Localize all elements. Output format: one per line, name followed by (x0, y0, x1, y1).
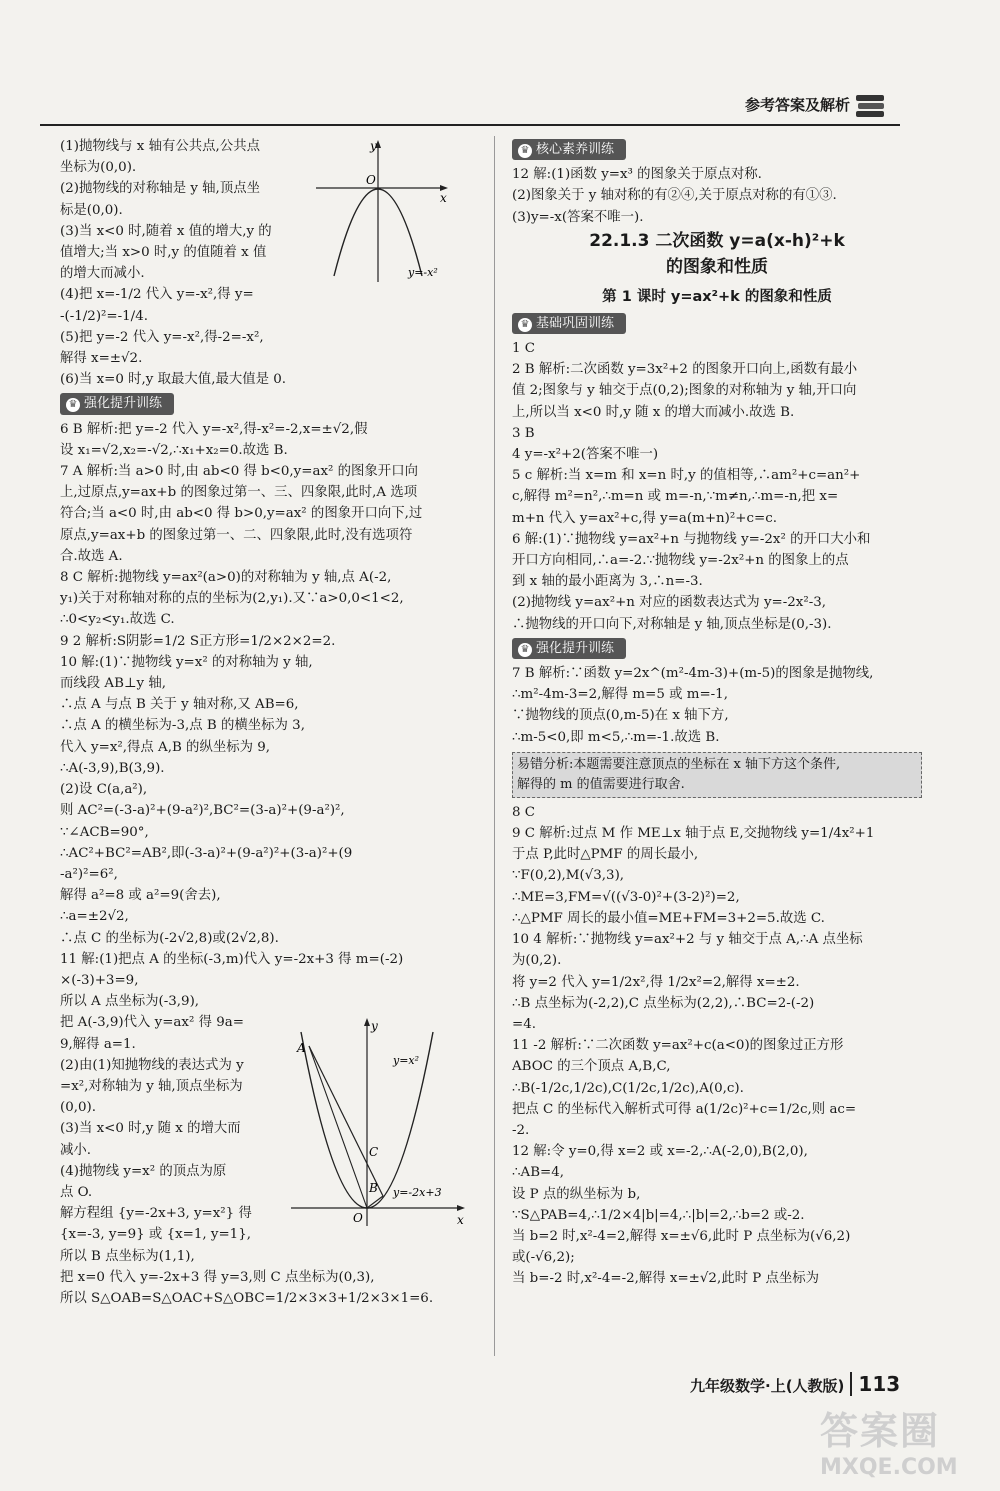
text-line: 值增大;当 x>0 时,y 的值随着 x 值 (60, 245, 267, 261)
site-watermark (820, 1400, 990, 1480)
text-line: ∵∠ACB=90°, (60, 824, 149, 840)
text-line: {x=-3, y=9} 或 {x=1, y=1}, (60, 1227, 251, 1243)
text-line: (4)抛物线 y=x² 的顶点为原 (60, 1163, 227, 1179)
text-line: 设 x₁=√2,x₂=-√2,∴x₁+x₂=0.故选 B. (60, 442, 288, 458)
text-line: 当 b=-2 时,x²-4=-2,解得 x=±√2,此时 P 点坐标为 (512, 1271, 820, 1287)
text-line: ∴AB=4, (512, 1165, 565, 1181)
text-line: 上,过原点,y=ax+b 的图象过第一、三、四象限,此时,A 选项 (60, 485, 418, 501)
crown-icon: ♛ (518, 643, 532, 657)
text-line: 7 A 解析:当 a>0 时,由 ab<0 得 b<0,y=ax² 的图象开口向 (60, 464, 418, 480)
page-number: 113 (850, 1372, 900, 1396)
text-line: 6 B 解析:把 y=-2 代入 y=-x²,得-x²=-2,x=±√2,假 (60, 421, 368, 437)
page-footer (690, 1372, 900, 1396)
crown-icon: ♛ (518, 318, 532, 332)
section-label: 强化提升训练 (84, 396, 163, 412)
graph2-point-c: C (369, 1145, 379, 1159)
text-line: (2)设 C(a,a²), (60, 782, 148, 798)
text-line: (2)由(1)知抛物线的表达式为 y (60, 1057, 244, 1073)
text-line: 为(0,2). (512, 953, 562, 969)
text-line: (3)当 x<0 时,随着 x 值的增大,y 的 (60, 223, 272, 239)
text-line: (2)图象关于 y 轴对称的有②④,关于原点对称的有①③. (512, 188, 837, 204)
text-line: 解方程组 {y=-2x+3, y=x²} 得 (60, 1206, 252, 1222)
graph2-x-label: x (457, 1213, 464, 1227)
text-line: 或(-√6,2); (512, 1250, 575, 1266)
section-heading-strength-right (512, 638, 626, 659)
text-line: 当 b=2 时,x²-4=2,解得 x=±√6,此时 P 点坐标为(√6,2) (512, 1228, 851, 1244)
text-line: (5)把 y=-2 代入 y=-x²,得-2=-x², (60, 329, 264, 345)
text-line: -a²)²=6², (60, 866, 118, 882)
watermark-logo: 答案圈 (820, 1409, 941, 1453)
right-block-core (512, 164, 922, 228)
text-line: 值 2;图象与 y 轴交于点(0,2);图象的对称轴为 y 轴,开口向 (512, 383, 857, 399)
text-line: c,解得 m²=n²,∴m=n 或 m=-n,∵m≠n,∴m=-n,把 x= (512, 489, 839, 505)
text-line: -(-1/2)²=-1/4. (60, 308, 148, 324)
text-line: 则 AC²=(-3-a)²+(9-a²)²,BC²=(3-a)²+(9-a²)², (60, 803, 345, 819)
text-line: 把 A(-3,9)代入 y=ax² 得 9a= (60, 1015, 244, 1031)
text-line: ∴B 点坐标为(-2,2),C 点坐标为(2,2),∴BC=2-(-2) (512, 995, 815, 1011)
text-line: ∴0<y₂<y₁.故选 C. (60, 612, 175, 628)
text-line: (2)抛物线的对称轴是 y 轴,顶点坐 (60, 181, 260, 197)
text-line: 10 解:(1)∵抛物线 y=x² 的对称轴为 y 轴, (60, 654, 313, 670)
right-column (512, 136, 922, 1290)
text-line: ∴B(-1/2c,1/2c),C(1/2c,1/2c),A(0,c). (512, 1080, 744, 1096)
text-line: y₁)关于对称轴对称的点的坐标为(2,y₁).又∵a>0,0<1<2, (60, 591, 404, 607)
text-line: ∴a=±2√2, (60, 909, 129, 925)
text-line: (2)抛物线 y=ax²+n 对应的函数表达式为 y=-2x²-3, (512, 595, 827, 611)
text-line: 所以 A 点坐标为(-3,9), (60, 994, 200, 1010)
section-label: 核心素养训练 (536, 142, 615, 157)
text-line: 12 解:令 y=0,得 x=2 或 x=-2,∴A(-2,0),B(2,0), (512, 1144, 808, 1160)
text-line: 8 C (512, 804, 536, 820)
text-line: ∴点 A 与点 B 关于 y 轴对称,又 AB=6, (60, 697, 299, 713)
graph1-origin-label: O (366, 173, 376, 187)
text-line: 解得 x=±√2. (60, 351, 143, 367)
right-block-more (512, 802, 922, 1290)
section-heading-core (512, 139, 626, 160)
text-line: 7 B 解析:∵函数 y=2x^(m²-4m-3)+(m-5)的图象是抛物线, (512, 666, 874, 682)
lesson-title-line2: 的图象和性质 (666, 256, 768, 277)
graph2-point-b: B (369, 1181, 378, 1195)
text-line: ∴抛物线的开口向下,对称轴是 y 轴,顶点坐标是(0,-3). (512, 616, 832, 632)
graph2-point-a: A (297, 1041, 306, 1055)
text-line: (6)当 x=0 时,y 取最大值,最大值是 0. (60, 372, 287, 388)
text-line: 合.故选 A. (60, 548, 123, 564)
graph-parabola-and-line (285, 1012, 470, 1232)
graph1-y-label: y (370, 139, 377, 153)
error-analysis-note (512, 752, 922, 798)
text-line: 2 B 解析:二次函数 y=3x²+2 的图象开口向上,函数有最小 (512, 362, 858, 378)
note-line: 易错分析:本题需要注意顶点的坐标在 x 轴下方这个条件, (517, 756, 841, 772)
text-line: 上,所以当 x<0 时,y 随 x 的增大而减小.故选 B. (512, 404, 795, 420)
text-line: =4. (512, 1016, 536, 1032)
right-block-basic (512, 338, 922, 635)
text-line: 的增大而减小. (60, 266, 145, 282)
text-line: -2. (512, 1122, 530, 1138)
text-line: 到 x 轴的最小距离为 3,∴n=-3. (512, 574, 703, 590)
text-line: 9 C 解析:过点 M 作 ME⊥x 轴于点 E,交抛物线 y=1/4x²+1 (512, 826, 875, 842)
text-line: 把 x=0 代入 y=-2x+3 得 y=3,则 C 点坐标为(0,3), (60, 1269, 375, 1285)
watermark-url: MXQE.COM (820, 1455, 958, 1480)
column-divider (494, 136, 495, 1356)
text-line: 原点,y=ax+b 的图象过第一、二、四象限,此时,没有选项符 (60, 527, 413, 543)
text-line: m+n 代入 y=ax²+c,得 y=a(m+n)²+c=c. (512, 510, 777, 526)
right-block-strength (512, 663, 922, 748)
graph-downward-parabola (312, 136, 452, 286)
graph1-x-label: x (440, 191, 447, 205)
text-line: 代入 y=x²,得点 A,B 的纵坐标为 9, (60, 739, 271, 755)
note-line: 解得的 m 的值需要进行取舍. (517, 776, 685, 792)
text-line: 1 C (512, 341, 536, 357)
text-line: 将 y=2 代入 y=1/2x²,得 1/2x²=2,解得 x=±2. (512, 974, 800, 990)
text-line: 开口方向相同,∴a=-2.∵抛物线 y=-2x²+n 的图象上的点 (512, 553, 849, 569)
crown-icon: ♛ (66, 398, 80, 412)
text-line: ∴m²-4m-3=2,解得 m=5 或 m=-1, (512, 687, 728, 703)
text-line: 解得 a²=8 或 a²=9(舍去), (60, 888, 221, 904)
text-line: 所以 B 点坐标为(1,1), (60, 1248, 195, 1264)
lesson-subtitle: 第 1 课时 y=ax²+k 的图象和性质 (602, 288, 832, 305)
book-stack-icon (854, 92, 886, 120)
text-line: ∴m-5<0,即 m<5,∴m=-1.故选 B. (512, 729, 720, 745)
text-line: 符合;当 a<0 时,由 ab<0 得 b>0,y=ax² 的图象开口向下,过 (60, 506, 423, 522)
graph2-line-label: y=-2x+3 (393, 1186, 442, 1199)
text-line: 点 O. (60, 1184, 93, 1200)
text-line: ×(-3)+3=9, (60, 972, 139, 988)
graph2-y-label: y (371, 1019, 378, 1033)
text-line: 11 -2 解析:∵二次函数 y=ax²+c(a<0)的图象过正方形 (512, 1038, 844, 1054)
section-label: 强化提升训练 (536, 640, 615, 656)
text-line: ∴A(-3,9),B(3,9). (60, 760, 165, 776)
text-line: 8 C 解析:抛物线 y=ax²(a>0)的对称轴为 y 轴,点 A(-2, (60, 570, 392, 586)
text-line: (3)y=-x(答案不唯一). (512, 209, 644, 225)
text-line: ∵抛物线的顶点(0,m-5)在 x 轴下方, (512, 708, 729, 724)
text-line: 于点 P,此时△PMF 的周长最小, (512, 847, 699, 863)
graph2-origin-label: O (353, 1211, 363, 1225)
text-line: 而线段 AB⊥y 轴, (60, 676, 167, 692)
text-line: (0,0). (60, 1100, 97, 1116)
text-line: 标是(0,0). (60, 202, 123, 218)
text-line: ABOC 的三个顶点 A,B,C, (512, 1059, 671, 1075)
section-heading-basic (512, 313, 626, 334)
text-line: ∴AC²+BC²=AB²,即(-3-a)²+(9-a²)²+(3-a)²+(9 (60, 845, 353, 861)
header-rule (40, 124, 900, 126)
crown-icon: ♛ (518, 144, 532, 158)
text-line: (4)把 x=-1/2 代入 y=-x²,得 y= (60, 287, 254, 303)
graph2-curve-label: y=x² (393, 1054, 420, 1067)
text-line: 把点 C 的坐标代入解析式可得 a(1/2c)²+c=1/2c,则 ac= (512, 1101, 857, 1117)
text-line: 设 P 点的纵坐标为 b, (512, 1186, 641, 1202)
text-line: ∴ME=3,FM=√((√3-0)²+(3-2)²)=2, (512, 889, 740, 905)
page-header (40, 92, 940, 122)
section-heading-strength-left (60, 393, 174, 414)
text-line: 所以 S△OAB=S△OAC+S△OBC=1/2×3×3+1/2×3×1=6. (60, 1290, 434, 1306)
text-line: 6 解:(1)∵抛物线 y=ax²+n 与抛物线 y=-2x² 的开口大小和 (512, 531, 871, 547)
text-line: (1)抛物线与 x 轴有公共点,公共点 (60, 139, 260, 154)
text-line: 9,解得 a=1. (60, 1036, 136, 1052)
section-label: 基础巩固训练 (536, 315, 615, 331)
text-line: (3)当 x<0 时,y 随 x 的增大而 (60, 1121, 241, 1137)
text-line: ∴△PMF 周长的最小值=ME+FM=3+2=5.故选 C. (512, 910, 825, 926)
text-line: 坐标为(0,0). (60, 160, 137, 176)
lesson-title-line1: 22.1.3 二次函数 y=a(x-h)²+k (589, 230, 845, 251)
text-line: 4 y=-x²+2(答案不唯一) (512, 447, 659, 463)
text-line: ∵F(0,2),M(√3,3), (512, 868, 625, 884)
header-title: 参考答案及解析 (744, 96, 850, 114)
text-line: 减小. (60, 1142, 92, 1158)
text-line: 3 B (512, 425, 535, 441)
graph1-curve-label: y=-x² (408, 266, 438, 279)
text-line: 9 2 解析:S阴影=1/2 S正方形=1/2×2×2=2. (60, 633, 336, 649)
text-line: ∵S△PAB=4,∴1/2×4|b|=4,∴|b|=2,∴b=2 或-2. (512, 1207, 805, 1223)
text-line: 5 c 解析:当 x=m 和 x=n 时,y 的值相等,∴am²+c=an²+ (512, 468, 861, 484)
text-line: ∴点 A 的横坐标为-3,点 B 的横坐标为 3, (60, 718, 305, 734)
text-line: 10 4 解析:∵抛物线 y=ax²+2 与 y 轴交于点 A,∴A 点坐标 (512, 932, 863, 948)
text-line: =x²,对称轴为 y 轴,顶点坐标为 (60, 1078, 243, 1094)
text-line: 12 解:(1)函数 y=x³ 的图象关于原点对称. (512, 167, 762, 183)
text-line: ∴点 C 的坐标为(-2√2,8)或(2√2,8). (60, 930, 279, 946)
text-line: 11 解:(1)把点 A 的坐标(-3,m)代入 y=-2x+3 得 m=(-2) (60, 951, 404, 967)
footer-subject: 九年级数学·上(人教版) (690, 1377, 845, 1395)
